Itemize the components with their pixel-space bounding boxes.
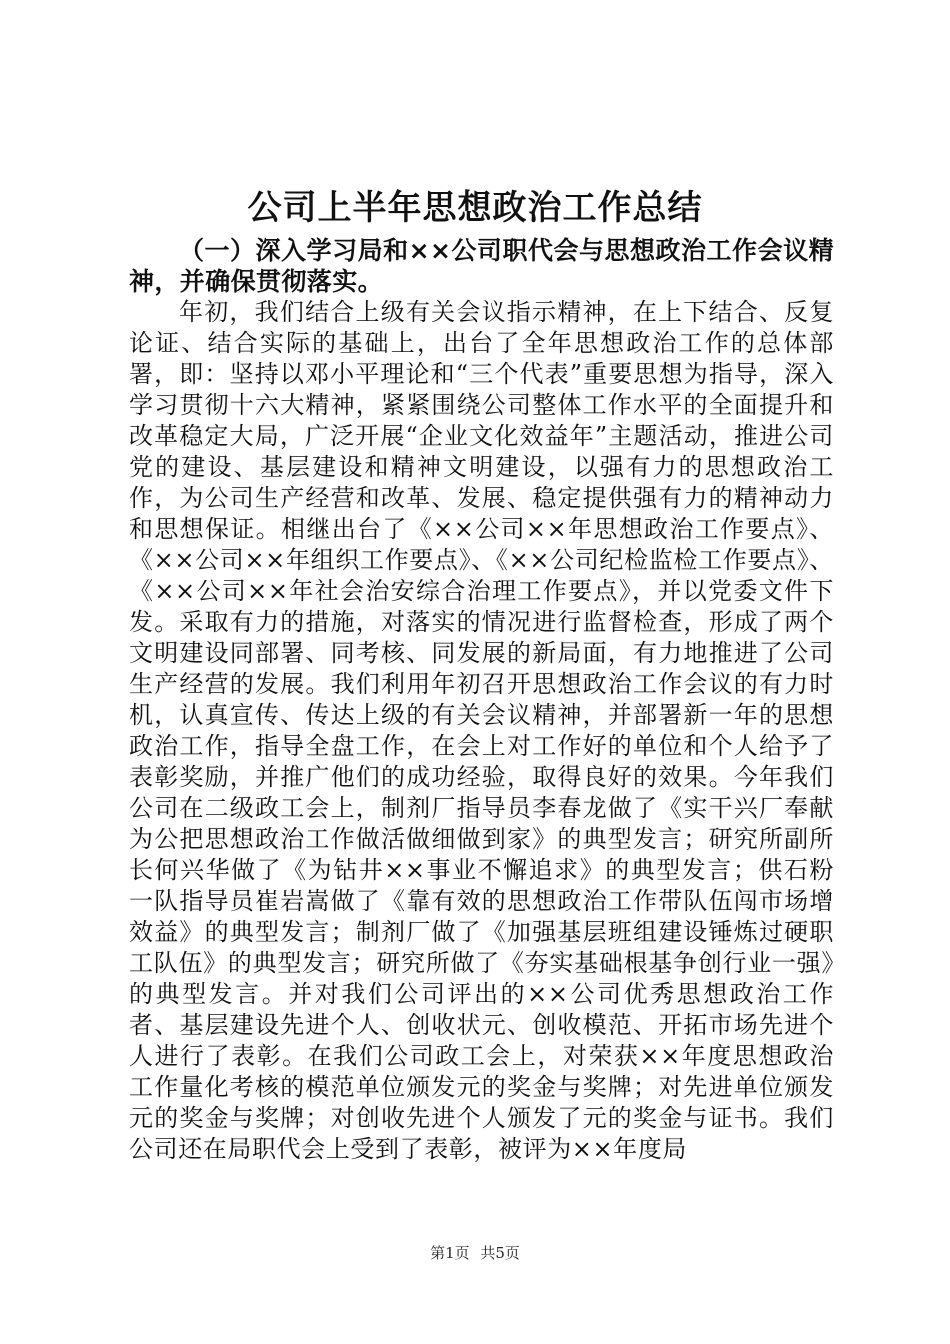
body-paragraph: 年初，我们结合上级有关会议指示精神，在上下结合、反复论证、结合实际的基础上，出台了全年思想政治工作的总体部署，即：坚持以邓小平理论和“三个代表”重要思想为指导，深入学习贯彻十六大精神，紧紧围绕公司整体工作水平的全面提升和改革稳定大局，广泛开展“企业文化效益年”主题活动，推进公司党的建设、基层建设和精神文明建设，以强有力的思想政治工作，为公司生产经营和改革、发展、稳定提供强有力的精神动力和思想保证。相继出台了《××公司××年思想政治工作要点》、《××公司××年组织工作要点》、《××公司纪检监检工作要点》、《××公司××年社会治安综合治理工作要点》，并以党委文件下发。采取有力的措施，对落实的情况进行监督检查，形成了两个文明建设同部署、同考核、同发展的新局面，有力地推进了公司生产经营的发展。我们利用年初召开思想政治工作会议的有力时机，认真宣传、传达上级的有关会议精神，并部署新一年的思想政治工作，指导全盘工作，在会上对工作好的单位和个人给予了表彰奖励，并推广他们的成功经验，取得良好的效果。今年我们公司在二级政工会上，制剂厂指导员李春龙做了《实干兴厂奉献为公把思想政治工作做活做细做到家》的典型发言；研究所副所长何兴华做了《为钻井××事业不懈追求》的典型发言；供石粉一队指导员崔岩嵩做了《靠有效的思想政治工作带队伍闯市场增效益》的典型发言；制剂厂做了《加强基层班组建设锤炼过硬职工队伍》的典型发言；研究所做了《夯实基础根基争创行业一强》的典型发言。并对我们公司评出的××公司优秀思想政治工作者、基层建设先进个人、创收状元、创收模范、开拓市场先进个人进行了表彰。在我们公司政工会上，对荣获××年度思想政治工作量化考核的模范单位颁发元的奖金与奖牌；对先进单位颁发元的奖金与奖牌；对创收先进个人颁发了元的奖金与证书。我们公司还在局职代会上受到了表彰，被评为××年度局: [129, 298, 834, 1163]
page-title: 公司上半年思想政治工作总结: [247, 188, 703, 228]
section-heading: （一）深入学习局和××公司职代会与思想政治工作会议精神，并确保贯彻落实。: [129, 236, 834, 296]
page-number-footer: 第1页 共5页: [430, 1244, 520, 1262]
